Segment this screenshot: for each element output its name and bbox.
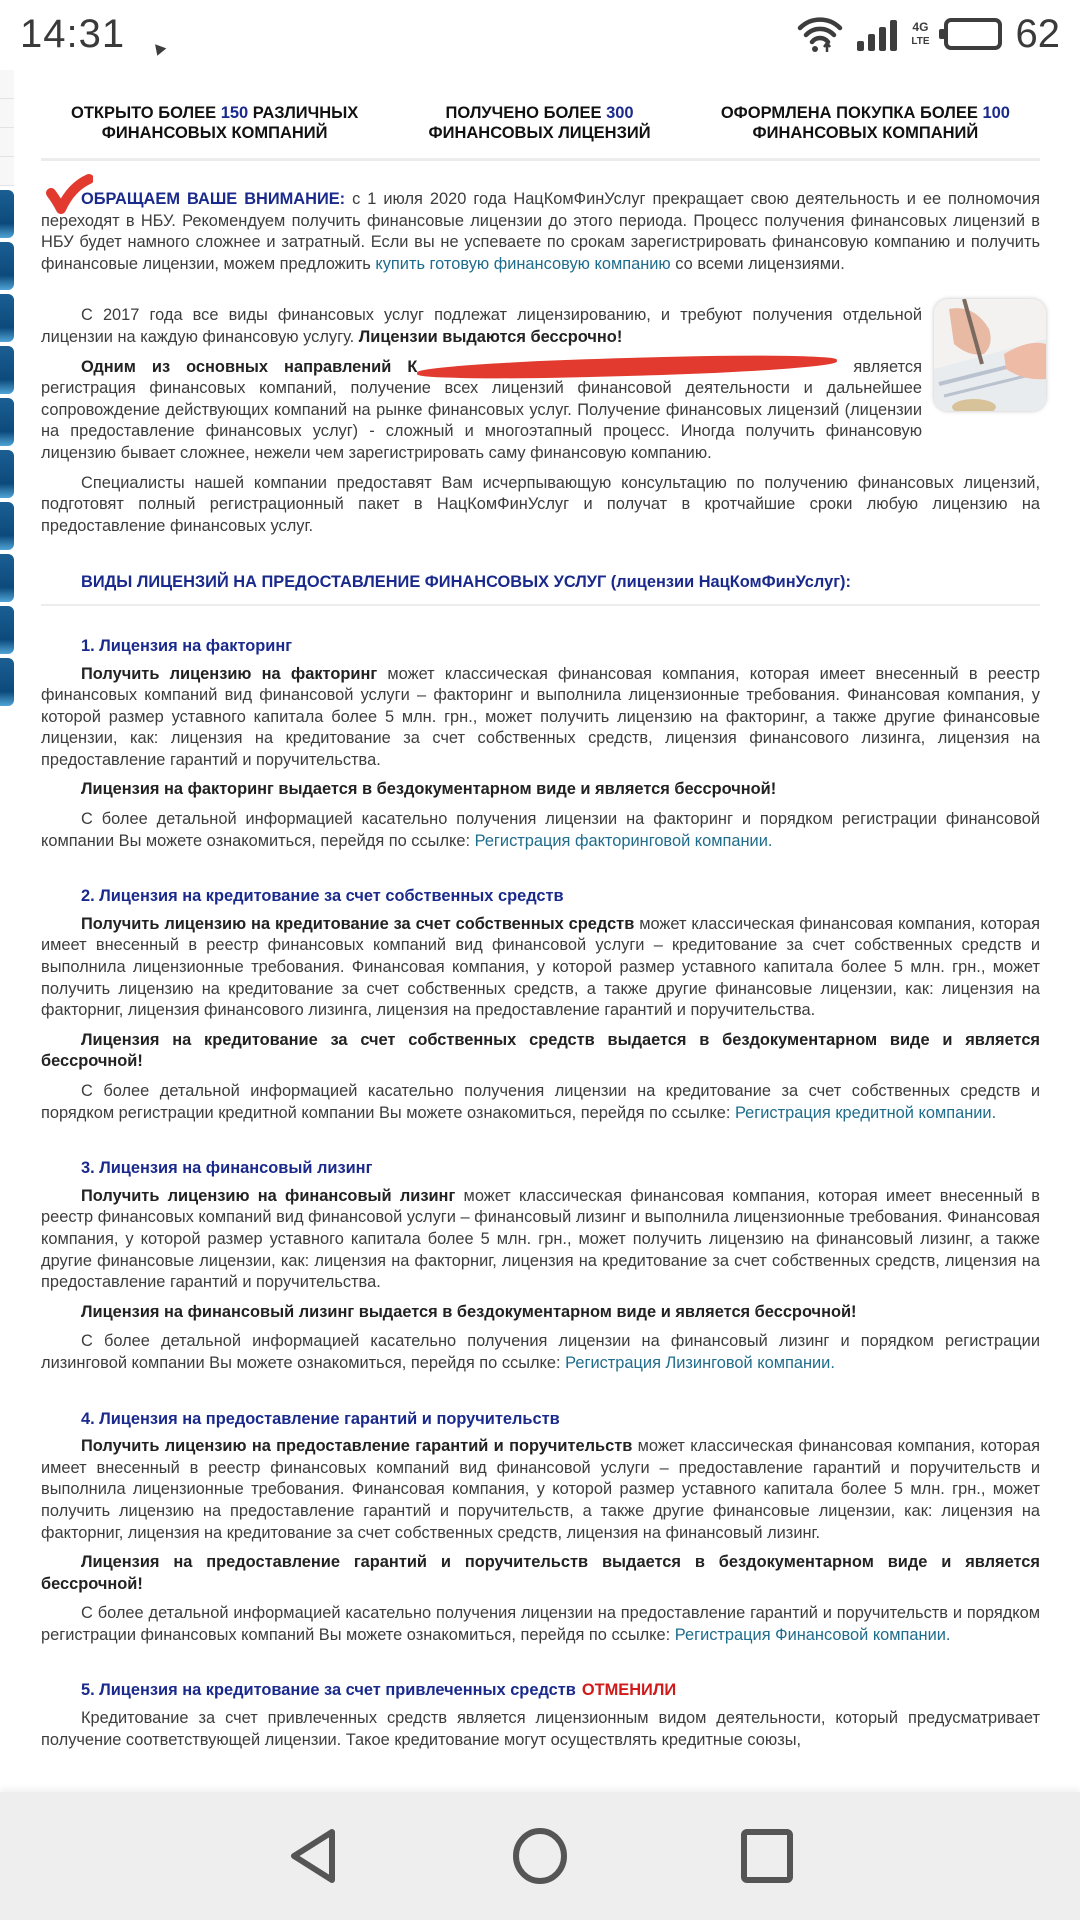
- registration-link[interactable]: Регистрация факторинговой компании.: [474, 831, 773, 850]
- side-tab[interactable]: [0, 398, 14, 446]
- registration-link[interactable]: Регистрация Финансовой компании.: [674, 1625, 951, 1644]
- side-menu-tabs: [0, 70, 14, 706]
- section-note: Лицензия на финансовый лизинг выдается в бездокументарном виде и является бессрочной!: [81, 1302, 857, 1321]
- side-tab[interactable]: [0, 554, 14, 602]
- wifi-icon: [797, 14, 843, 54]
- network-type: 4G LTE: [911, 19, 930, 47]
- license-section: [41, 886, 1040, 1124]
- battery-icon: [944, 18, 1002, 50]
- section-more: С более детальной информацией касательно получения лицензии на кредитование за счет собственных средств и порядком регистрации кредитной компании Вы можете ознакомиться, перейдя по ссылке: Регистрация кредитной компании.: [41, 1082, 1040, 1122]
- chat-icon: [147, 18, 185, 50]
- registration-link[interactable]: Регистрация Лизинговой компании.: [565, 1353, 835, 1372]
- status-time: 14:31: [20, 11, 126, 56]
- cancelled-badge: ОТМЕНИЛИ: [581, 1681, 677, 1700]
- signal-icon: [857, 17, 897, 51]
- divider: [41, 604, 1040, 606]
- notice-block: ОБРАЩАЕМ ВАШЕ ВНИМАНИЕ: с 1 июля 2020 года НацКомФинУслуг прекращает свою деятельность и ее полномочия переходят в НБУ. Рекомендуем получить финансовые лицензии до этого периода. Процесс получения финансовых лицензий в НБУ будет намного сложнее и затратный. Если вы не успеваете по срокам зарегистрировать финансовую компанию и получить финансовые лицензии, можем предложить купить готовую финансовую компанию со всеми лицензиями.: [41, 189, 1040, 275]
- license-section: [41, 1158, 1040, 1374]
- section-more: С более детальной информацией касательно получения лицензии на финансовый лизинг и порядком регистрации лизинговой компании Вы можете ознакомиться, перейдя по ссылке: Регистрация Лизинговой компании.: [41, 1332, 1040, 1372]
- buy-company-link[interactable]: купить готовую финансовую компанию: [375, 254, 671, 273]
- side-tab[interactable]: [0, 190, 14, 238]
- intro-paragraph-directions: Одним из основных направлений К является регистрация финансовых компаний, получение всех лицензий финансовой деятельности и дальнейшее сопровождение действующих компаний на рынке финансовых услуг. Получение финансовых лицензий (лицензии на предоставление финансовых услуг) - сложный и многоэтапный процесс. Иногда получить финансовую лицензию бывает сложнее, нежели чем зарегистрировать саму финансовую компанию.: [41, 357, 1040, 465]
- section-title: 5. Лицензия на кредитование за счет привлеченных средств ОТМЕНИЛИ: [81, 1681, 677, 1700]
- section-title: 1. Лицензия на факторинг: [81, 636, 293, 655]
- back-button[interactable]: [283, 1826, 343, 1886]
- intro-block: [41, 305, 1040, 537]
- status-bar: [0, 0, 1080, 68]
- side-tab[interactable]: [0, 294, 14, 342]
- section-body: Кредитование за счет привлеченных средств является лицензионным видом деятельности, который предусматривает получение соответствующей лицензии. Такое кредитование могут осуществлять кредитные союзы,: [41, 1709, 1040, 1749]
- section-body: Получить лицензию на предоставление гарантий и поручительств может классическая финансовая компания, которая имеет внесенный в реестр финансовых компаний вид финансовой услуги – предоставление гарантий и поручительств и выполнила лицензионные требования. Финансовая компания, у которой размер уставного капитала более 5 млн. грн., может получить лицензию на предоставление гарантий и поручительств, а также другие финансовые лицензии, как: лицензия на факторниг, лицензия на кредитование за счет собственных средств, лицензия на финансовый лизинг.: [41, 1437, 1041, 1542]
- battery-percent: 62: [1015, 11, 1060, 56]
- license-types-heading: ВИДЫ ЛИЦЕНЗИЙ НА ПРЕДОСТАВЛЕНИЕ ФИНАНСОВЫХ УСЛУГ (лицензии НацКомФинУслуг):: [81, 573, 851, 592]
- intro-paragraph-specialists: Специалисты нашей компании предоставят Вам исчерпывающую консультацию по получению финансовых лицензий, подготовят полный регистрационный пакет в НацКомФинУслуг и получат в кротчайшие сроки любую лицензию на предоставление финансовых услуг.: [41, 473, 1040, 535]
- page-content: [41, 68, 1040, 1759]
- side-tab[interactable]: [0, 658, 14, 706]
- checkmark-icon: [45, 173, 93, 215]
- section-note: Лицензия на предоставление гарантий и поручительств выдается в бездокументарном виде и является бессрочной!: [41, 1553, 1040, 1593]
- side-tab[interactable]: [0, 99, 14, 128]
- section-title: 2. Лицензия на кредитование за счет собственных средств: [81, 887, 564, 906]
- stat-licenses-obtained: ПОЛУЧЕНО БОЛЕЕ 300 ФИНАНСОВЫХ ЛИЦЕНЗИЙ: [428, 104, 651, 142]
- recents-button[interactable]: [737, 1826, 797, 1886]
- section-note: Лицензия на факторинг выдается в бездокументарном виде и является бессрочной!: [81, 780, 777, 799]
- divider: [41, 158, 1040, 161]
- license-section: [41, 1409, 1040, 1647]
- section-more: С более детальной информацией касательно получения лицензии на предоставление гарантий и поручительств и порядком регистрации финансовых компаний Вы можете ознакомиться, перейдя по ссылке: Регистрация Финансовой компании.: [41, 1604, 1040, 1644]
- signing-document-image: [934, 299, 1046, 411]
- side-tab[interactable]: [0, 157, 14, 186]
- redaction-mark: [417, 353, 837, 382]
- home-button[interactable]: [510, 1826, 570, 1886]
- intro-paragraph: С 2017 года все виды финансовых услуг подлежат лицензированию, и требуют получения отдельной лицензии на каждую финансовую услугу. Лицензии выдаются бессрочно!: [41, 306, 922, 346]
- registration-link[interactable]: Регистрация кредитной компании.: [734, 1103, 997, 1122]
- section-title: 3. Лицензия на финансовый лизинг: [81, 1159, 373, 1178]
- license-section-cancelled: [41, 1680, 1040, 1751]
- side-tab[interactable]: [0, 450, 14, 498]
- side-tab[interactable]: [0, 128, 14, 157]
- stat-companies-opened: ОТКРЫТО БОЛЕЕ 150 РАЗЛИЧНЫХ ФИНАНСОВЫХ КОМПАНИЙ: [71, 104, 359, 142]
- side-tab[interactable]: [0, 242, 14, 290]
- recents-icon: [740, 1828, 794, 1884]
- side-tab[interactable]: [0, 606, 14, 654]
- stats-row: [41, 68, 1040, 158]
- home-icon: [510, 1826, 570, 1886]
- side-tab[interactable]: [0, 502, 14, 550]
- stat-companies-purchased: ОФОРМЛЕНА ПОКУПКА БОЛЕЕ 100 ФИНАНСОВЫХ КОМПАНИЙ: [720, 104, 1010, 142]
- system-nav-bar: [0, 1792, 1080, 1920]
- notice-lead: ОБРАЩАЕМ ВАШЕ ВНИМАНИЕ:: [81, 190, 346, 208]
- section-note: Лицензия на кредитование за счет собственных средств выдается в бездокументарном виде и является бессрочной!: [41, 1030, 1040, 1071]
- back-icon: [286, 1826, 340, 1886]
- section-body: Получить лицензию на кредитование за счет собственных средств может классическая финансовая компания, которая имеет внесенный в реестр финансовых компаний вид финансовой услуги – кредитование за счет собственных средств и выполнила лицензионные требования. Финансовая компания, у которой размер уставного капитала более 5 млн. грн., может получить лицензию на кредитование за счет собственных средств, а также другие финансовые лицензии, как: лицензия на факторниг, лицензия финансового лизинга, лицензия на предоставление гарантий и поручительства.: [41, 914, 1041, 1020]
- section-title: 4. Лицензия на предоставление гарантий и поручительств: [81, 1409, 560, 1428]
- side-tab[interactable]: [0, 70, 14, 99]
- license-section: [41, 636, 1040, 852]
- section-body: Получить лицензию на финансовый лизинг может классическая финансовая компания, которая имеет внесенный в реестр финансовых компаний вид финансовой услуги – финансовый лизинг и выполнила лицензионные требования. Финансовая компания, у которой размер уставного капитала более 5 млн. грн., может получить лицензию на финансовый лизинг, а также другие финансовые лицензии, как: лицензия на факторниг, лицензия на кредитование за счет собственных средств, лицензия на предоставление гарантий и поручительства.: [41, 1186, 1040, 1292]
- side-tab[interactable]: [0, 346, 14, 394]
- section-body: Получить лицензию на факторинг может классическая финансовая компания, которая имеет внесенный в реестр финансовых компаний вид финансовой услуги – факторинг и выполнила лицензионные требования. Финансовая компания, у которой размер уставного капитала более 5 млн. грн., может получить лицензию на факторинг, а также другие финансовые лицензии, как: лицензия на кредитование за счет собственных средств, лицензия финансового лизинга, лицензия на предоставление гарантий и поручительства.: [41, 664, 1041, 769]
- section-more: С более детальной информацией касательно получения лицензии на факторинг и порядком регистрации финансовой компании Вы можете ознакомиться, перейдя по ссылке: Регистрация факторинговой компании.: [41, 810, 1040, 850]
